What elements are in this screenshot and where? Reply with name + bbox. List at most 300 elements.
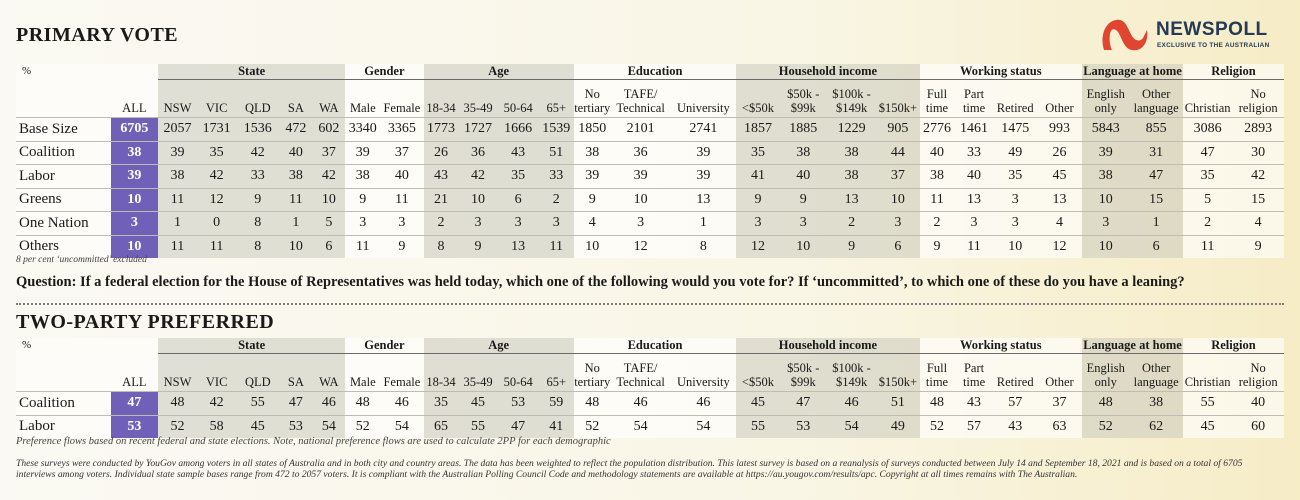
value-cell: 1536 <box>236 118 279 142</box>
column-header <box>1037 80 1082 118</box>
value-cell: 26 <box>1037 141 1082 165</box>
table-row <box>16 235 1284 258</box>
column-header <box>1129 80 1183 118</box>
value-cell: 41 <box>539 415 574 438</box>
column-header <box>955 354 994 392</box>
group-header: State <box>158 338 345 354</box>
value-cell: 63 <box>1037 415 1082 438</box>
group-header: Religion <box>1183 64 1284 80</box>
preference-flows-note: Preference flows based on recent federal and state elections. Note, national preference flows are used to calculate 2PP for each demographic <box>16 436 611 447</box>
column-header-line1: $150k+ <box>878 101 918 115</box>
column-header <box>498 80 539 118</box>
column-header-line1: TAFE/ <box>623 361 658 375</box>
value-cell: 54 <box>670 415 736 438</box>
row-label: Base Size <box>16 118 111 142</box>
value-cell: 13 <box>827 188 876 212</box>
value-cell: 57 <box>955 415 994 438</box>
two-party-preferred-title: TWO-PARTY PREFERRED <box>16 311 275 333</box>
value-cell: 38 <box>827 141 876 165</box>
group-header: Working status <box>920 338 1083 354</box>
value-cell: 54 <box>827 415 876 438</box>
value-cell: 47 <box>780 392 827 416</box>
column-header-line2: religion <box>1238 101 1278 115</box>
value-cell: 993 <box>1037 118 1082 142</box>
all-value-cell: 10 <box>111 188 158 212</box>
value-cell: 11 <box>920 188 955 212</box>
table-row <box>16 118 1284 142</box>
value-cell: 9 <box>380 235 423 258</box>
column-header <box>197 354 236 392</box>
group-header: Religion <box>1183 338 1284 354</box>
value-cell: 39 <box>345 141 380 165</box>
value-cell: 52 <box>574 415 611 438</box>
column-header-line2: only <box>1094 101 1117 115</box>
column-header <box>380 354 423 392</box>
column-header <box>827 354 876 392</box>
value-cell: 39 <box>1082 141 1129 165</box>
column-header <box>1082 354 1129 392</box>
value-cell: 0 <box>197 212 236 236</box>
value-cell: 40 <box>1232 392 1284 416</box>
value-cell: 46 <box>380 392 423 416</box>
column-header <box>920 80 955 118</box>
row-label: Greens <box>16 188 111 212</box>
group-header: Household income <box>736 64 919 80</box>
value-cell: 39 <box>611 165 671 189</box>
value-cell: 3 <box>736 212 779 236</box>
column-header <box>111 80 158 118</box>
value-cell: 55 <box>736 415 779 438</box>
percent-label: % <box>16 64 111 80</box>
value-cell: 855 <box>1129 118 1183 142</box>
value-cell: 8 <box>236 212 279 236</box>
brand-name: NEWSPOLL <box>1156 19 1268 40</box>
value-cell: 43 <box>424 165 459 189</box>
value-cell: 905 <box>876 118 919 142</box>
value-cell: 37 <box>876 165 919 189</box>
column-header <box>574 354 611 392</box>
value-cell: 21 <box>424 188 459 212</box>
value-cell: 2741 <box>670 118 736 142</box>
value-cell: 3086 <box>1183 118 1232 142</box>
group-header: Working status <box>920 64 1083 80</box>
value-cell: 8 <box>670 235 736 258</box>
value-cell: 8 <box>424 235 459 258</box>
value-cell: 12 <box>197 188 236 212</box>
value-cell: 54 <box>380 415 423 438</box>
value-cell: 59 <box>539 392 574 416</box>
value-cell: 12 <box>611 235 671 258</box>
column-header <box>670 354 736 392</box>
column-header-line1: Male <box>349 101 376 115</box>
column-header-line1: University <box>677 101 730 115</box>
value-cell: 40 <box>380 165 423 189</box>
column-header <box>345 354 380 392</box>
value-cell: 10 <box>1082 188 1129 212</box>
all-value-cell: 3 <box>111 212 158 236</box>
value-cell: 49 <box>876 415 919 438</box>
value-cell: 46 <box>670 392 736 416</box>
value-cell: 39 <box>670 165 736 189</box>
group-header: Education <box>574 64 737 80</box>
table-row <box>16 212 1284 236</box>
value-cell: 2057 <box>158 118 197 142</box>
column-header-line2: religion <box>1238 375 1278 389</box>
value-cell: 3 <box>611 212 671 236</box>
column-header-line2: tertiary <box>574 101 611 115</box>
value-cell: 37 <box>312 141 345 165</box>
column-header-line1: 35-49 <box>463 101 493 115</box>
column-header-line1: SA <box>287 101 304 115</box>
group-header: Language at home <box>1083 64 1182 79</box>
value-cell: 6 <box>498 188 539 212</box>
value-cell: 9 <box>827 235 876 258</box>
column-header-line2: language <box>1133 101 1179 115</box>
value-cell: 48 <box>345 392 380 416</box>
uncommitted-note: 8 per cent ‘uncommitted’ excluded <box>16 255 147 265</box>
table-row <box>16 392 1284 416</box>
value-cell: 10 <box>574 235 611 258</box>
value-cell: 3340 <box>345 118 380 142</box>
column-header-line1: TAFE/ <box>623 87 658 101</box>
value-cell: 2 <box>424 212 459 236</box>
value-cell: 40 <box>920 141 955 165</box>
group-header: Education <box>574 338 737 354</box>
value-cell: 4 <box>1232 212 1284 236</box>
column-header-line1: Other <box>1141 361 1171 375</box>
row-label: Labor <box>16 415 111 438</box>
value-cell: 10 <box>1082 235 1129 258</box>
value-cell: 43 <box>498 141 539 165</box>
value-cell: 35 <box>197 141 236 165</box>
row-label: Others <box>16 235 111 258</box>
value-cell: 33 <box>539 165 574 189</box>
value-cell: 1885 <box>780 118 827 142</box>
column-header-line1: WA <box>319 375 339 389</box>
value-cell: 3 <box>458 212 497 236</box>
value-cell: 13 <box>1037 188 1082 212</box>
value-cell: 42 <box>458 165 497 189</box>
value-cell: 3 <box>994 188 1037 212</box>
column-header-line1: <$50k <box>741 375 774 389</box>
column-header-line1: Christian <box>1184 101 1231 115</box>
column-header <box>955 80 994 118</box>
value-cell: 11 <box>197 235 236 258</box>
column-header-line1: 50-64 <box>503 375 533 389</box>
value-cell: 55 <box>458 415 497 438</box>
value-cell: 10 <box>780 235 827 258</box>
value-cell: 1475 <box>994 118 1037 142</box>
table-row <box>16 188 1284 212</box>
value-cell: 35 <box>424 392 459 416</box>
value-cell: 1773 <box>424 118 459 142</box>
column-header <box>1232 354 1284 392</box>
value-cell: 40 <box>955 165 994 189</box>
column-header <box>827 80 876 118</box>
column-header <box>539 80 574 118</box>
value-cell: 48 <box>1082 392 1129 416</box>
column-header-line2: $99k <box>790 101 816 115</box>
table-row <box>16 415 1284 438</box>
column-header-line1: Full <box>926 361 948 375</box>
value-cell: 9 <box>736 188 779 212</box>
value-cell: 11 <box>345 235 380 258</box>
value-cell: 11 <box>380 188 423 212</box>
column-header-line1: 35-49 <box>463 375 493 389</box>
column-header-line1: Other <box>1141 87 1171 101</box>
column-header-line1: Female <box>383 101 421 115</box>
column-header <box>236 354 279 392</box>
value-cell: 38 <box>780 141 827 165</box>
value-cell: 3 <box>876 212 919 236</box>
group-header-row <box>16 64 1284 80</box>
value-cell: 45 <box>236 415 279 438</box>
column-header <box>1232 80 1284 118</box>
newspoll-mark-icon <box>1098 16 1150 54</box>
value-cell: 38 <box>1129 392 1183 416</box>
survey-question: Question: If a federal election for the House of Representatives was held today, which one of the following would you vote for? If ‘uncommitted’, to which one of these do you have a leaning? <box>16 274 1185 290</box>
column-header-line1: <$50k <box>741 101 774 115</box>
value-cell: 13 <box>498 235 539 258</box>
column-header <box>876 80 919 118</box>
value-cell: 1 <box>1129 212 1183 236</box>
all-value-cell: 53 <box>111 415 158 438</box>
row-label: Coalition <box>16 141 111 165</box>
column-header-line1: English <box>1086 87 1125 101</box>
column-header-line1: $100k - <box>832 361 871 375</box>
column-header <box>920 354 955 392</box>
group-header: Household income <box>736 338 919 354</box>
value-cell: 55 <box>1183 392 1232 416</box>
all-value-cell: 10 <box>111 235 158 258</box>
group-header: Age <box>424 64 574 80</box>
value-cell: 47 <box>279 392 312 416</box>
value-cell: 472 <box>279 118 312 142</box>
table-row <box>16 165 1284 189</box>
value-cell: 42 <box>236 141 279 165</box>
value-cell: 1461 <box>955 118 994 142</box>
column-header <box>876 354 919 392</box>
value-cell: 43 <box>994 415 1037 438</box>
value-cell: 53 <box>780 415 827 438</box>
value-cell: 42 <box>1232 165 1284 189</box>
group-header: Age <box>424 338 574 354</box>
column-header-line1: Male <box>349 375 376 389</box>
column-header-line1: No <box>1250 87 1266 101</box>
value-cell: 36 <box>611 141 671 165</box>
column-header <box>780 80 827 118</box>
value-cell: 40 <box>780 165 827 189</box>
value-cell: 38 <box>279 165 312 189</box>
value-cell: 41 <box>736 165 779 189</box>
value-cell: 38 <box>345 165 380 189</box>
value-cell: 10 <box>458 188 497 212</box>
value-cell: 65 <box>424 415 459 438</box>
all-group-spacer <box>111 64 158 80</box>
value-cell: 57 <box>994 392 1037 416</box>
value-cell: 53 <box>279 415 312 438</box>
value-cell: 45 <box>1037 165 1082 189</box>
value-cell: 39 <box>670 141 736 165</box>
value-cell: 49 <box>994 141 1037 165</box>
value-cell: 38 <box>827 165 876 189</box>
column-header <box>736 354 779 392</box>
primary-vote-title: PRIMARY VOTE <box>16 24 179 46</box>
value-cell: 1727 <box>458 118 497 142</box>
value-cell: 40 <box>279 141 312 165</box>
value-cell: 51 <box>876 392 919 416</box>
group-header-row <box>16 338 1284 354</box>
value-cell: 60 <box>1232 415 1284 438</box>
column-header-line1: QLD <box>244 101 271 115</box>
value-cell: 15 <box>1232 188 1284 212</box>
primary-vote-table <box>16 64 1284 258</box>
value-cell: 3 <box>380 212 423 236</box>
value-cell: 52 <box>345 415 380 438</box>
value-cell: 62 <box>1129 415 1183 438</box>
value-cell: 46 <box>312 392 345 416</box>
value-cell: 26 <box>424 141 459 165</box>
brand-tagline: EXCLUSIVE TO THE AUSTRALIAN <box>1157 42 1270 49</box>
column-header-line1: English <box>1086 361 1125 375</box>
column-header-line1: No <box>1250 361 1266 375</box>
column-header <box>158 354 197 392</box>
value-cell: 9 <box>345 188 380 212</box>
value-cell: 15 <box>1129 188 1183 212</box>
newspoll-logo <box>1098 16 1288 56</box>
column-header <box>1037 354 1082 392</box>
value-cell: 53 <box>498 392 539 416</box>
value-cell: 35 <box>994 165 1037 189</box>
value-cell: 10 <box>876 188 919 212</box>
value-cell: 9 <box>574 188 611 212</box>
value-cell: 33 <box>955 141 994 165</box>
value-cell: 1731 <box>197 118 236 142</box>
column-header <box>312 354 345 392</box>
value-cell: 46 <box>611 392 671 416</box>
column-header-line2: $99k <box>790 375 816 389</box>
row-label-spacer <box>16 354 111 392</box>
value-cell: 52 <box>920 415 955 438</box>
value-cell: 37 <box>380 141 423 165</box>
value-cell: 45 <box>1183 415 1232 438</box>
value-cell: 6 <box>1129 235 1183 258</box>
value-cell: 37 <box>1037 392 1082 416</box>
column-header-line1: 65+ <box>546 101 567 115</box>
column-header <box>994 354 1037 392</box>
column-header-line2: Technical <box>616 375 665 389</box>
value-cell: 30 <box>1232 141 1284 165</box>
column-header-line1: $50k - <box>787 361 820 375</box>
value-cell: 602 <box>312 118 345 142</box>
value-cell: 12 <box>736 235 779 258</box>
value-cell: 11 <box>955 235 994 258</box>
value-cell: 47 <box>1183 141 1232 165</box>
value-cell: 5 <box>1183 188 1232 212</box>
column-header <box>611 354 671 392</box>
column-header-line1: NSW <box>163 375 192 389</box>
value-cell: 2 <box>539 188 574 212</box>
value-cell: 38 <box>1082 165 1129 189</box>
value-cell: 2 <box>920 212 955 236</box>
value-cell: 48 <box>158 392 197 416</box>
value-cell: 5 <box>312 212 345 236</box>
column-header <box>458 80 497 118</box>
column-header <box>312 80 345 118</box>
value-cell: 1229 <box>827 118 876 142</box>
value-cell: 2893 <box>1232 118 1284 142</box>
value-cell: 13 <box>670 188 736 212</box>
column-header-line2: tertiary <box>574 375 611 389</box>
value-cell: 4 <box>1037 212 1082 236</box>
value-cell: 9 <box>1232 235 1284 258</box>
value-cell: 52 <box>158 415 197 438</box>
value-cell: 1 <box>158 212 197 236</box>
value-cell: 42 <box>197 165 236 189</box>
column-header <box>345 80 380 118</box>
all-value-cell: 39 <box>111 165 158 189</box>
column-header-line1: No <box>584 361 600 375</box>
value-cell: 33 <box>236 165 279 189</box>
value-cell: 11 <box>1183 235 1232 258</box>
column-header-line1: WA <box>319 101 339 115</box>
value-cell: 51 <box>539 141 574 165</box>
column-header-line1: 50-64 <box>503 101 533 115</box>
row-label-spacer <box>16 80 111 118</box>
column-header <box>380 80 423 118</box>
column-header-line1: $100k - <box>832 87 871 101</box>
column-header-line1: Other <box>1045 375 1074 389</box>
column-header <box>279 354 312 392</box>
column-header <box>279 80 312 118</box>
column-header <box>197 80 236 118</box>
value-cell: 38 <box>574 141 611 165</box>
value-cell: 3 <box>994 212 1037 236</box>
value-cell: 5843 <box>1082 118 1129 142</box>
value-cell: 39 <box>574 165 611 189</box>
value-cell: 55 <box>236 392 279 416</box>
column-header <box>780 354 827 392</box>
value-cell: 10 <box>611 188 671 212</box>
column-header-line1: University <box>677 375 730 389</box>
value-cell: 12 <box>1037 235 1082 258</box>
column-header-line2: $149k <box>835 101 868 115</box>
value-cell: 9 <box>780 188 827 212</box>
column-header <box>539 354 574 392</box>
column-header-line1: Part <box>963 87 985 101</box>
value-cell: 1 <box>279 212 312 236</box>
percent-label: % <box>16 338 111 354</box>
column-header-line1: Retired <box>996 101 1034 115</box>
column-header-row <box>16 80 1284 118</box>
column-header-line2: language <box>1133 375 1179 389</box>
value-cell: 42 <box>197 392 236 416</box>
column-header <box>498 354 539 392</box>
value-cell: 46 <box>827 392 876 416</box>
value-cell: 48 <box>574 392 611 416</box>
value-cell: 1666 <box>498 118 539 142</box>
column-header-line1: Other <box>1045 101 1074 115</box>
column-header-line1: VIC <box>205 375 228 389</box>
column-header-line1: NSW <box>163 101 192 115</box>
section-divider <box>16 303 1284 305</box>
all-value-cell: 47 <box>111 392 158 416</box>
column-header-line1: ALL <box>122 101 147 115</box>
column-header <box>574 80 611 118</box>
value-cell: 3 <box>780 212 827 236</box>
column-header-line2: time <box>925 101 949 115</box>
column-header-line1: $50k - <box>787 87 820 101</box>
